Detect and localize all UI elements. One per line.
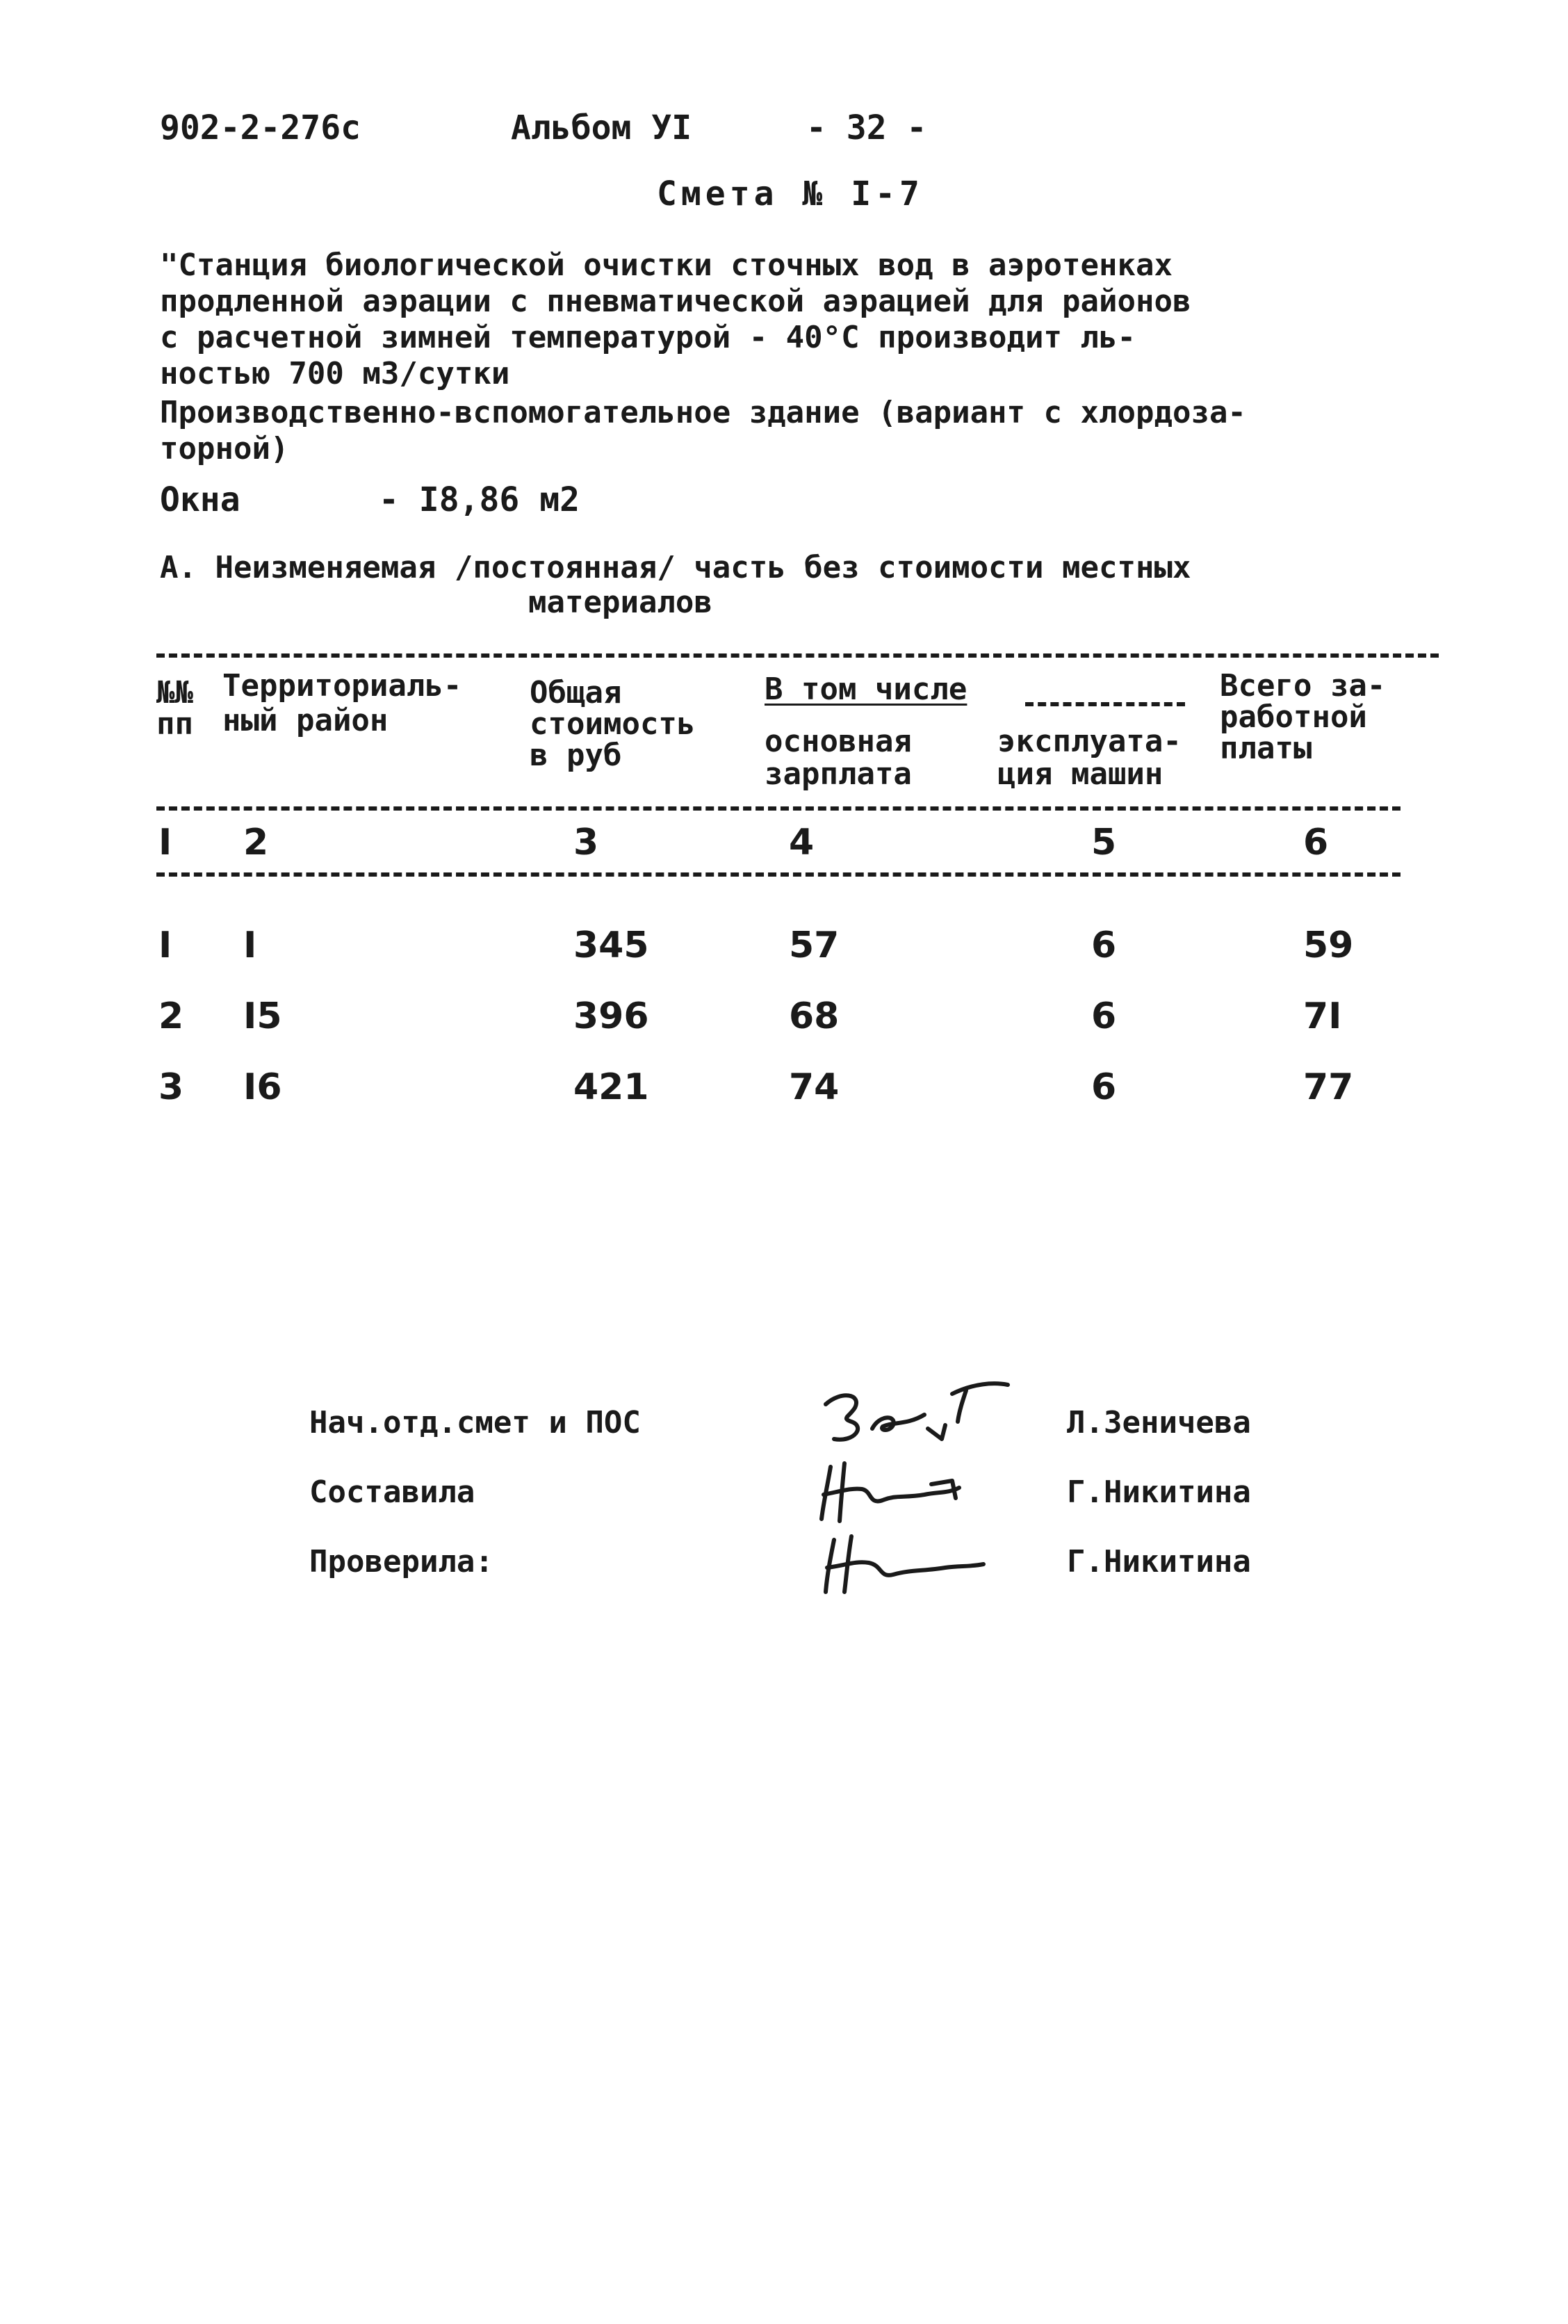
description-line-2: продленной аэрации с пневматической аэрацией для районов bbox=[160, 284, 1191, 319]
header-total-salary: Всего за- bbox=[1220, 668, 1386, 704]
col-num-4: 4 bbox=[789, 822, 815, 863]
header-territorial-2: ный район bbox=[222, 703, 389, 738]
row-1-total-salary: 59 bbox=[1303, 925, 1354, 966]
col-num-5: 5 bbox=[1091, 822, 1117, 863]
header-total-salary-2: работной bbox=[1220, 699, 1367, 735]
row-3-region: I6 bbox=[243, 1066, 282, 1108]
description-line-6: торной) bbox=[160, 431, 289, 466]
row-1-base-salary: 57 bbox=[789, 925, 840, 966]
header-base-salary: основная bbox=[765, 724, 912, 759]
row-2-total-salary: 7I bbox=[1303, 996, 1342, 1037]
description-line-4: ностью 700 м3/сутки bbox=[160, 356, 510, 391]
column-numbers-rule bbox=[156, 872, 1400, 877]
row-3-total-salary: 77 bbox=[1303, 1066, 1354, 1108]
header-including-rule bbox=[1025, 702, 1185, 706]
handwritten-signatures bbox=[813, 1363, 1077, 1599]
signature-role-2: Составила bbox=[309, 1474, 475, 1510]
row-2-machine-operation: 6 bbox=[1091, 996, 1117, 1037]
signature-role-3: Проверила: bbox=[309, 1544, 493, 1579]
table-top-rule bbox=[156, 653, 1439, 658]
row-1-machine-operation: 6 bbox=[1091, 925, 1117, 966]
header-territorial: Территориаль- bbox=[222, 668, 462, 704]
section-heading-cont: материалов bbox=[528, 585, 712, 620]
row-2-base-salary: 68 bbox=[789, 996, 840, 1037]
estimate-title: Смета № I-7 bbox=[657, 174, 924, 213]
row-2-total-cost: 396 bbox=[573, 996, 649, 1037]
header-number-2: пп bbox=[156, 706, 193, 742]
col-num-6: 6 bbox=[1303, 822, 1329, 863]
row-1-number: I bbox=[158, 925, 172, 966]
document-code: 902-2-276с bbox=[160, 108, 361, 147]
col-num-2: 2 bbox=[243, 822, 269, 863]
row-3-machine-operation: 6 bbox=[1091, 1066, 1117, 1108]
measure-label: Окна bbox=[160, 480, 240, 519]
col-num-1: I bbox=[158, 822, 172, 863]
header-machine-operation: эксплуата- bbox=[997, 724, 1182, 759]
section-heading: А. Неизменяемая /постоянная/ часть без стоимости местных bbox=[160, 550, 1191, 585]
row-3-number: 3 bbox=[158, 1066, 184, 1108]
header-base-salary-2: зарплата bbox=[765, 756, 912, 792]
description-line-1: "Станция биологической очистки сточных вод в аэротенках bbox=[160, 247, 1173, 283]
album-number: Альбом УI bbox=[511, 108, 692, 147]
row-3-total-cost: 421 bbox=[573, 1066, 649, 1108]
description-line-5: Производственно-вспомогательное здание (вариант с хлордоза- bbox=[160, 395, 1246, 430]
header-total-cost-3: в руб bbox=[530, 738, 622, 773]
header-total-cost: Общая bbox=[530, 675, 622, 710]
signature-role-1: Нач.отд.смет и ПОС bbox=[309, 1405, 641, 1440]
page-number: - 32 - bbox=[806, 108, 927, 147]
header-total-cost-2: стоимость bbox=[530, 706, 696, 742]
header-machine-operation-2: ция машин bbox=[997, 756, 1163, 792]
description-line-3: с расчетной зимней температурой - 40°С производит ль- bbox=[160, 320, 1136, 355]
signature-name-3: Г.Никитина bbox=[1067, 1544, 1251, 1579]
row-1-region: I bbox=[243, 925, 257, 966]
row-2-region: I5 bbox=[243, 996, 282, 1037]
row-1-total-cost: 345 bbox=[573, 925, 649, 966]
row-3-base-salary: 74 bbox=[789, 1066, 840, 1108]
row-2-number: 2 bbox=[158, 996, 184, 1037]
signature-name-1: Л.Зеничева bbox=[1067, 1405, 1251, 1440]
header-bottom-rule bbox=[156, 806, 1400, 811]
header-total-salary-3: платы bbox=[1220, 731, 1312, 766]
measure-value: - I8,86 м2 bbox=[379, 480, 580, 519]
col-num-3: 3 bbox=[573, 822, 599, 863]
header-number: №№ bbox=[156, 675, 193, 710]
signature-name-2: Г.Никитина bbox=[1067, 1474, 1251, 1510]
header-including: В том числе bbox=[765, 672, 967, 707]
